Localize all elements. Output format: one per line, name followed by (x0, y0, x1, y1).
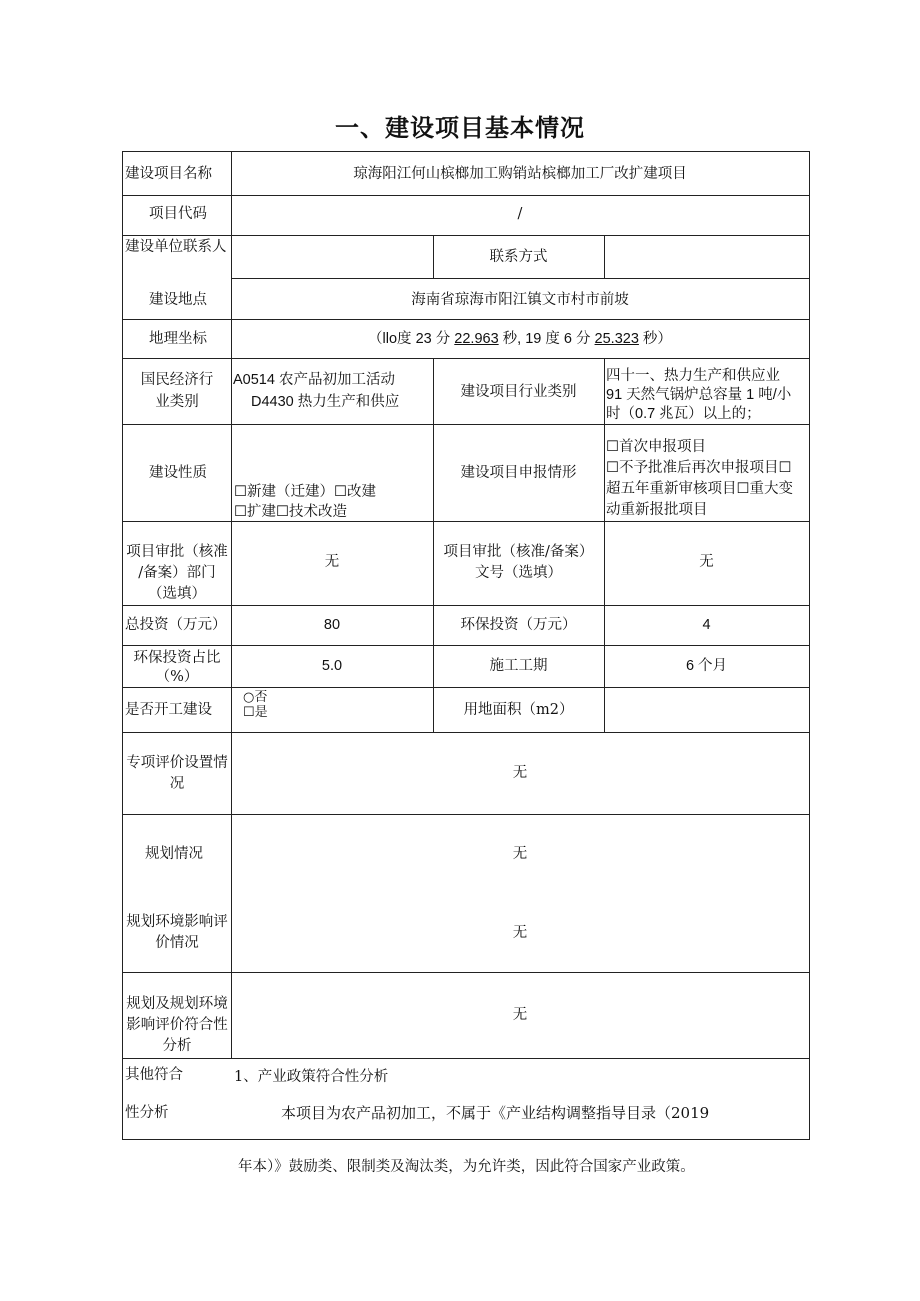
industry-label-1: 国民经济行 (140, 372, 214, 388)
approval-dept-label-1: 项目审批（核准 (126, 544, 228, 560)
location-label: 建设地点 (149, 292, 207, 308)
application-type-value-3: 超五年重新审核项目☐重大变 (606, 481, 793, 497)
project-name-value: 琼海阳江何山槟榔加工购销站槟榔加工厂改扩建项目 (353, 166, 687, 182)
approval-doc-label-2: 文号（选填） (475, 565, 562, 581)
coordinates-prefix: （llo度 23 分 (368, 331, 455, 347)
application-type-value-4: 动重新报批项目 (606, 502, 708, 518)
planning-env-label-1: 规划环境影响评 (126, 914, 228, 930)
planning-conformity-label-1: 规划及规划环境 (126, 996, 228, 1012)
industry-value-1: A0514 农产品初加工活动 (233, 372, 395, 388)
project-industry-value-3: 时（0.7 兆瓦）以上的； (606, 406, 761, 422)
industry-label-2: 业类别 (155, 394, 199, 410)
coordinates-value (231, 329, 809, 349)
started-option-no: ○否 (243, 690, 268, 705)
project-info-table (122, 151, 810, 1140)
project-industry-value-1: 四十一、热力生产和供应业 (606, 368, 780, 384)
nature-value-1: ☐新建（迁建）☐改建 (234, 484, 376, 500)
location-value: 海南省琼海市阳江镇文市村市前坡 (411, 292, 629, 308)
page-title: 一、建设项目基本情况 (335, 114, 585, 142)
total-investment-label: 总投资（万元） (125, 617, 227, 633)
other-conformity-value-1: 1、产业政策符合性分析 (234, 1069, 389, 1085)
project-code-label: 项目代码 (149, 206, 207, 222)
application-type-value-2: ☐不予批准后再次申报项目☐ (606, 460, 792, 476)
nature-value-2: ☐扩建☐技术改造 (234, 504, 347, 520)
other-conformity-label-1: 其他符合 (125, 1067, 183, 1083)
coordinates-seconds-2: 25.323 (594, 331, 639, 347)
coordinates-suffix: 秒） (638, 331, 672, 347)
contact-method-label: 联系方式 (489, 249, 548, 265)
planning-label: 规划情况 (145, 846, 203, 862)
application-type-label: 建设项目申报情形 (460, 465, 577, 481)
planning-conformity-label-2: 影响评价符合性 (126, 1017, 228, 1033)
policy-conclusion-text: 年本）》鼓励类、限制类及淘汰类，为允许类，因此符合国家产业政策。 (238, 1159, 695, 1175)
coordinates-label: 地理坐标 (149, 331, 207, 347)
planning-env-value: 无 (512, 925, 528, 941)
project-industry-value-2: 91 天然气锅炉总容量 1 吨/小 (606, 387, 792, 403)
special-eval-value: 无 (512, 765, 528, 781)
env-ratio-label-1: 环保投资占比 (133, 650, 221, 666)
coordinates-mid: 秒, 19 度 6 分 (498, 331, 595, 347)
planning-value: 无 (512, 846, 528, 862)
industry-value-2: D4430 热力生产和供应 (251, 394, 400, 410)
land-area-label: 用地面积（m2） (463, 702, 574, 718)
approval-dept-label-3: （选填） (148, 586, 206, 602)
construction-period-value: 6 个月 (685, 658, 728, 674)
approval-doc-label-1: 项目审批（核准/备案） (443, 544, 594, 560)
env-ratio-value: 5.0 (321, 658, 343, 674)
construction-period-label: 施工工期 (489, 658, 548, 674)
project-industry-label: 建设项目行业类别 (460, 384, 577, 400)
other-conformity-value-2: 本项目为农产品初加工，不属于《产业结构调整指导目录（2019 (281, 1104, 710, 1122)
env-investment-value: 4 (702, 617, 711, 633)
nature-label: 建设性质 (149, 465, 207, 481)
approval-dept-label-2: /备案）部门 (138, 565, 216, 581)
project-code-value: / (517, 206, 523, 222)
special-eval-label-1: 专项评价设置情 (126, 755, 228, 771)
env-investment-label: 环保投资（万元） (460, 617, 577, 633)
started-label: 是否开工建设 (125, 702, 212, 718)
planning-conformity-label-3: 分析 (162, 1038, 192, 1054)
other-conformity-label-2: 性分析 (125, 1105, 169, 1121)
project-name-label: 建设项目名称 (125, 166, 212, 182)
total-investment-value: 80 (323, 617, 341, 633)
started-option-yes: ☐是 (243, 705, 268, 720)
approval-doc-value: 无 (699, 554, 714, 570)
planning-conformity-value: 无 (512, 1007, 528, 1023)
coordinates-seconds-1: 22.963 (454, 331, 499, 347)
planning-env-label-2: 价情况 (155, 935, 199, 951)
env-ratio-label-2: （%） (155, 669, 199, 685)
contact-label: 建设单位联系人 (125, 239, 227, 255)
special-eval-label-2: 况 (169, 776, 185, 792)
approval-dept-value: 无 (324, 554, 340, 570)
application-type-value-1: ☐首次申报项目 (606, 439, 706, 455)
